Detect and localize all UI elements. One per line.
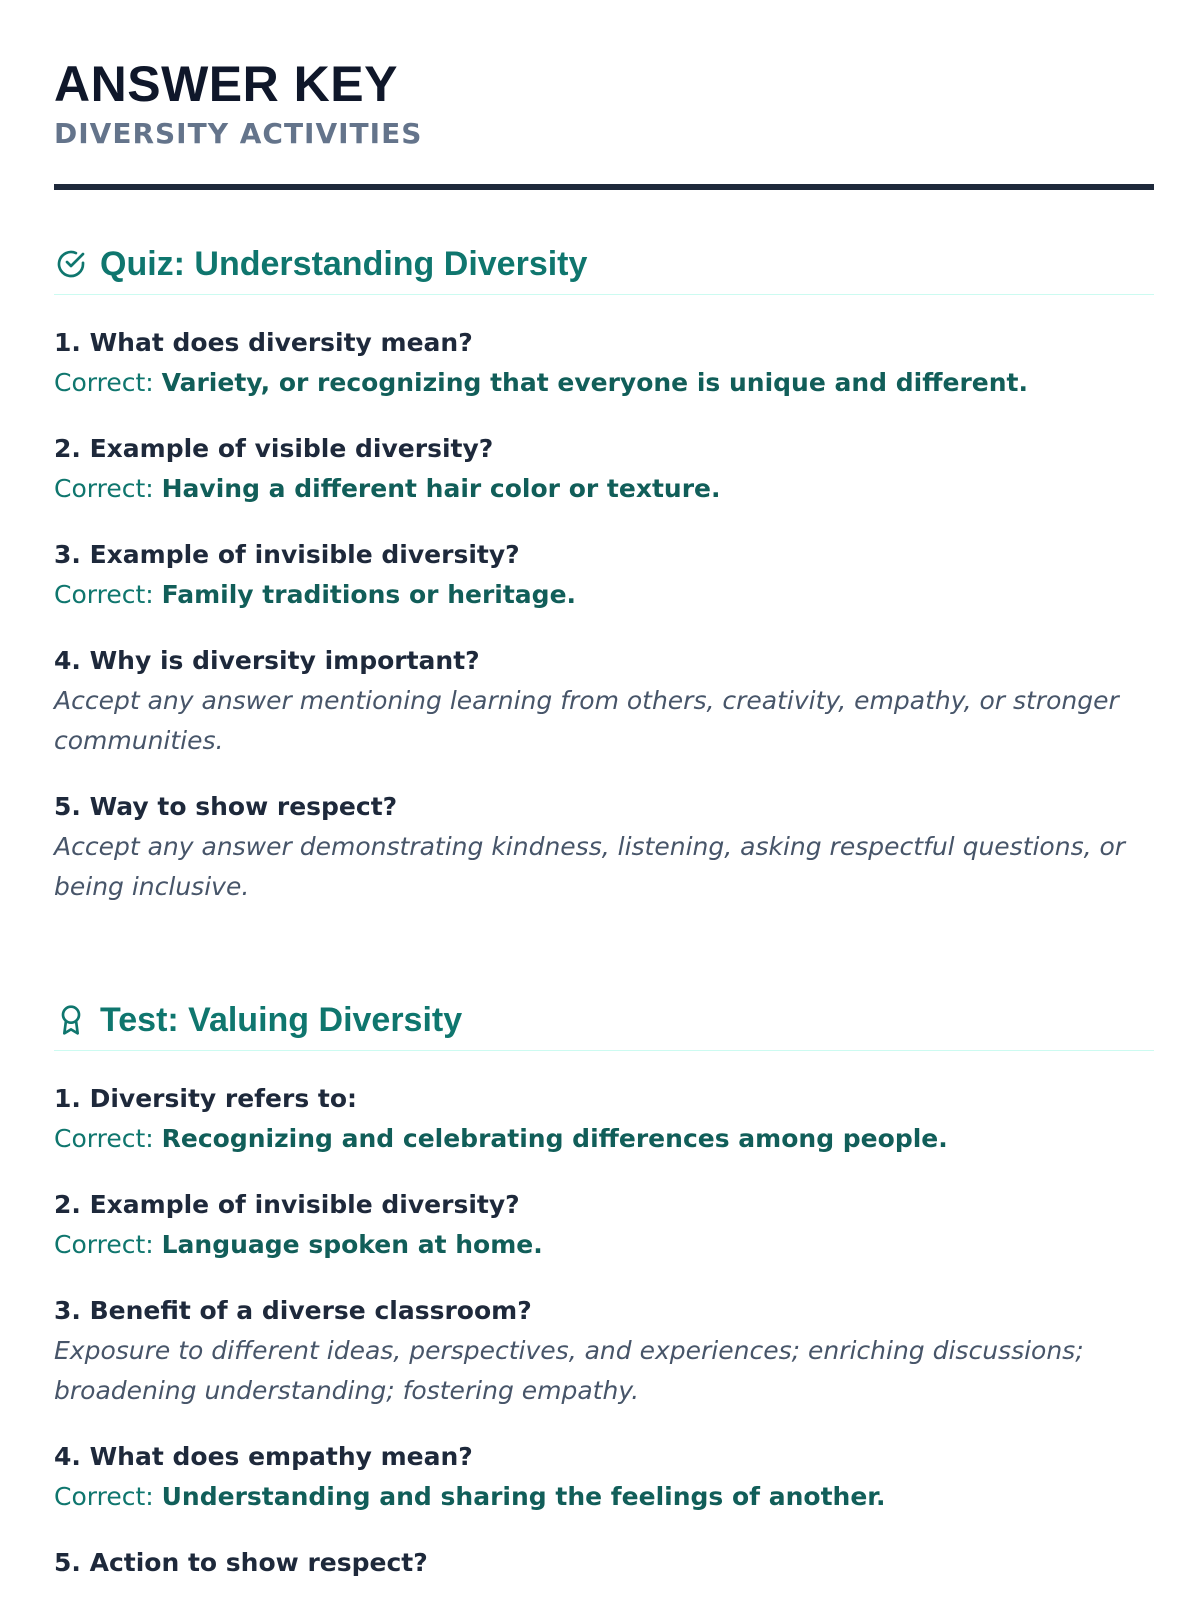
test-section <box>54 990 1154 1609</box>
question: 2. Example of visible diversity? <box>54 434 494 463</box>
quiz-section-title: Quiz: Understanding Diversity <box>100 244 588 283</box>
question: 1. Diversity refers to: <box>54 1084 358 1113</box>
answer-label: Correct: <box>54 474 162 503</box>
question: 4. Why is diversity important? <box>54 646 480 675</box>
grading-note: Exposure to different ideas, perspectives, and experiences; enriching discussions; broadening understanding; fostering empathy. <box>54 1336 1084 1405</box>
answer-label: Correct: <box>54 1230 162 1259</box>
quiz-item-5 <box>54 789 1154 907</box>
page-title: ANSWER KEY <box>54 56 398 112</box>
test-item-5 <box>54 1545 1154 1581</box>
answer-line <box>54 1225 1154 1265</box>
answer-text: Variety, or recognizing that everyone is unique and different. <box>161 368 1028 397</box>
answer-label: Correct: <box>54 580 162 609</box>
quiz-item-3 <box>54 537 1154 615</box>
question: 1. What does diversity mean? <box>54 328 473 357</box>
quiz-section-header <box>54 234 1154 295</box>
grading-note: Accept any answer demonstrating kindness, listening, asking respectful questions, or being inclusive. <box>54 832 1126 901</box>
test-items <box>54 1051 1154 1581</box>
page-subtitle: DIVERSITY ACTIVITIES <box>54 117 423 150</box>
answer-key-page <box>54 0 1154 1577</box>
quiz-items <box>54 295 1154 907</box>
test-item-2 <box>54 1187 1154 1265</box>
answer-text: Family traditions or heritage. <box>161 580 577 609</box>
question: 2. Example of invisible diversity? <box>54 1190 520 1219</box>
question: 5. Way to show respect? <box>54 792 398 821</box>
answer-text: Language spoken at home. <box>161 1230 543 1259</box>
question: 3. Example of invisible diversity? <box>54 540 520 569</box>
document-header <box>54 0 1154 190</box>
header-divider <box>54 184 1154 190</box>
answer-line <box>54 1119 1154 1159</box>
test-item-4 <box>54 1439 1154 1517</box>
quiz-item-4 <box>54 643 1154 761</box>
answer-line <box>54 575 1154 615</box>
test-section-title: Test: Valuing Diversity <box>100 1000 463 1039</box>
answer-line <box>54 1477 1154 1517</box>
award-ribbon-icon <box>54 1003 88 1037</box>
answer-line <box>54 363 1154 403</box>
answer-text: Recognizing and celebrating differences among people. <box>161 1124 948 1153</box>
answer-label: Correct: <box>54 368 162 397</box>
answer-line <box>54 469 1154 509</box>
question: 3. Benefit of a diverse classroom? <box>54 1296 532 1325</box>
question: 5. Action to show respect? <box>54 1548 428 1577</box>
test-section-header <box>54 990 1154 1051</box>
test-item-1 <box>54 1081 1154 1159</box>
test-item-3 <box>54 1293 1154 1411</box>
answer-text: Having a different hair color or texture. <box>161 474 721 503</box>
quiz-item-2 <box>54 431 1154 509</box>
answer-label: Correct: <box>54 1124 162 1153</box>
question: 4. What does empathy mean? <box>54 1442 473 1471</box>
answer-text: Understanding and sharing the feelings of another. <box>161 1482 886 1511</box>
quiz-section <box>54 234 1154 935</box>
quiz-item-1 <box>54 325 1154 403</box>
answer-label: Correct: <box>54 1482 162 1511</box>
check-circle-icon <box>54 247 88 281</box>
grading-note: Accept any answer mentioning learning from others, creativity, empathy, or stronger communities. <box>54 686 1119 755</box>
